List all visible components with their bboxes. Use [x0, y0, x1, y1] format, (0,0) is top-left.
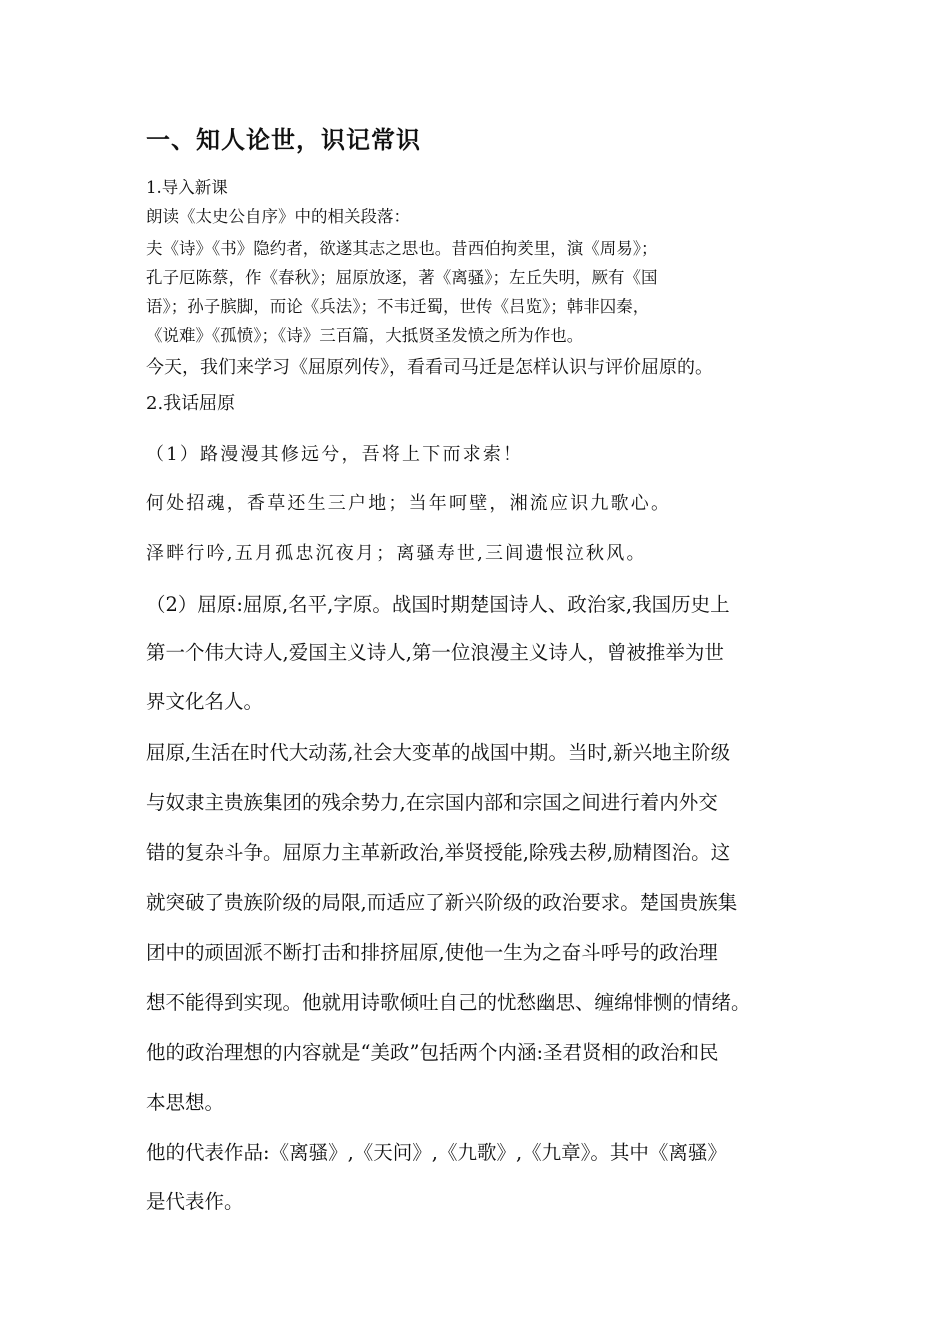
- life-line: 与奴隶主贵族集团的残余势力,在宗国内部和宗国之间进行着内外交: [146, 791, 718, 814]
- bio-line: 第一个伟大诗人,爱国主义诗人,第一位浪漫主义诗人，曾被推举为世: [146, 641, 724, 664]
- poem-line: 泽畔行吟,五月孤忠沉夜月；离骚寿世,三闾遗恨泣秋风。: [146, 543, 647, 564]
- quote-line: 孔子厄陈蔡，作《春秋》；屈原放逐，著《离骚》；左丘失明，厥有《国: [146, 268, 658, 287]
- life-line: 想不能得到实现。他就用诗歌倾吐自己的忧愁幽思、缠绵悱恻的情绪。: [146, 991, 751, 1014]
- works-line: 他的代表作品:《离骚》,《天问》,《九歌》,《九章》。其中《离骚》: [146, 1141, 727, 1164]
- today-line: 今天，我们来学习《屈原列传》，看看司马迁是怎样认识与评价屈原的。: [146, 357, 713, 378]
- subheading-quyuan: 2.我话屈原: [146, 393, 236, 414]
- quote-line: 夫《诗》《书》隐约者，欲遂其志之思也。昔西伯拘羑里，演《周易》；: [146, 239, 658, 258]
- quote-line: 《说难》《孤愤》；《诗》三百篇，大抵贤圣发愤之所为作也。: [146, 326, 584, 345]
- quote-line: 语》；孙子膑脚，而论《兵法》；不韦迁蜀，世传《吕览》；韩非囚秦，: [146, 297, 650, 316]
- section-title: 一、知人论世，识记常识: [146, 125, 421, 154]
- subheading-intro: 1.导入新课: [146, 178, 228, 197]
- life-line: 团中的顽固派不断打击和排挤屈原,使他一生为之奋斗呼号的政治理: [146, 941, 718, 964]
- life-line: 屈原,生活在时代大动荡,社会大变革的战国中期。当时,新兴地主阶级: [146, 741, 731, 764]
- bio-line: 界文化名人。: [146, 690, 264, 713]
- poem-line: （1）路漫漫其修远兮，吾将上下而求索！: [146, 444, 524, 465]
- life-line: 他的政治理想的内容就是“美政”包括两个内涵:圣君贤相的政治和民: [146, 1041, 719, 1064]
- life-line: 本思想。: [146, 1091, 225, 1114]
- intro-line: 朗读《太史公自序》中的相关段落：: [146, 207, 410, 226]
- poem-line: 何处招魂，香草还生三户地；当年呵壁，湘流应识九歌心。: [146, 493, 672, 514]
- life-line: 就突破了贵族阶级的局限,而适应了新兴阶级的政治要求。楚国贵族集: [146, 891, 738, 914]
- works-line: 是代表作。: [146, 1190, 244, 1213]
- life-line: 错的复杂斗争。屈原力主革新政治,举贤授能,除残去秽,励精图治。这: [146, 841, 731, 864]
- bio-line: （2）屈原:屈原,名平,字原。战国时期楚国诗人、政治家,我国历史上: [146, 593, 730, 616]
